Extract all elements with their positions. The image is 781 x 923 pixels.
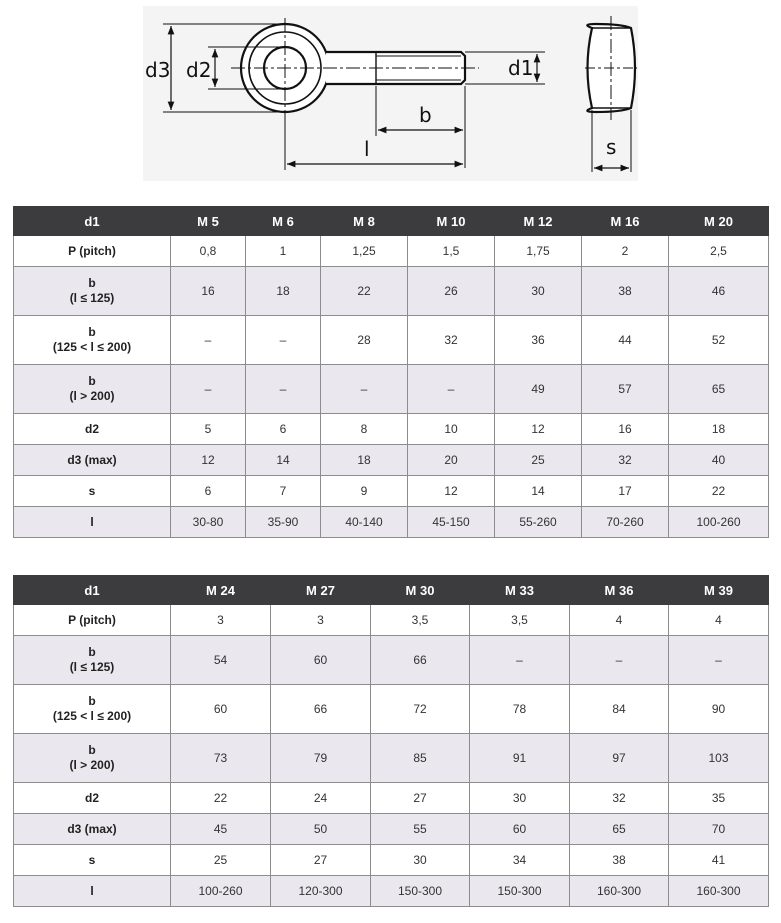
- row-label: d2: [14, 414, 171, 445]
- row-label: l: [14, 507, 171, 538]
- table-cell: 160-300: [570, 876, 669, 907]
- table-cell: 14: [495, 476, 582, 507]
- row-label-line: b: [88, 374, 96, 388]
- row-label-line: b: [88, 694, 96, 708]
- table-row-s: [14, 845, 769, 876]
- table-cell: 0,8: [171, 236, 246, 267]
- table-cell: 30-80: [171, 507, 246, 538]
- table-cell: 34: [470, 845, 570, 876]
- table-cell: 1: [246, 236, 321, 267]
- table-cell: 78: [470, 685, 570, 734]
- table-cell: 36: [495, 316, 582, 365]
- table-cell: 3,5: [371, 605, 470, 636]
- table-row-l: [14, 507, 769, 538]
- spec-table-m5-m20: [13, 206, 769, 538]
- row-label-line: (125 < l ≤ 200): [52, 709, 132, 723]
- table-cell: 1,5: [408, 236, 495, 267]
- column-header: M 6: [246, 207, 321, 236]
- b-label: b: [419, 103, 432, 127]
- row-label: l: [14, 876, 171, 907]
- table-cell: 25: [495, 445, 582, 476]
- table-cell: 20: [408, 445, 495, 476]
- d1-label: d1: [508, 56, 534, 80]
- table-cell: 65: [570, 814, 669, 845]
- column-header: M 8: [321, 207, 408, 236]
- row-label: [14, 734, 171, 783]
- table-cell: 25: [171, 845, 271, 876]
- table-cell: 5: [171, 414, 246, 445]
- row-label-line: b: [88, 276, 96, 290]
- table-cell: 14: [246, 445, 321, 476]
- row-label: P (pitch): [14, 236, 171, 267]
- table-cell: 6: [246, 414, 321, 445]
- table-cell: 40-140: [321, 507, 408, 538]
- table-cell: 17: [582, 476, 669, 507]
- row-label-line: (l ≤ 125): [69, 660, 115, 674]
- table-cell: 4: [669, 605, 769, 636]
- column-header: M 10: [408, 207, 495, 236]
- row-label: [14, 636, 171, 685]
- table-row-d2: [14, 414, 769, 445]
- table-cell: 70: [669, 814, 769, 845]
- table-cell: 4: [570, 605, 669, 636]
- table-cell: 3: [271, 605, 371, 636]
- table-cell: 28: [321, 316, 408, 365]
- table-cell: 91: [470, 734, 570, 783]
- column-header: M 24: [171, 576, 271, 605]
- table-cell: 120-300: [271, 876, 371, 907]
- table-cell: 45-150: [408, 507, 495, 538]
- table-cell: 52: [669, 316, 769, 365]
- table-header-row: [14, 207, 769, 236]
- table-cell: 30: [495, 267, 582, 316]
- d2-label: d2: [186, 58, 212, 82]
- table-cell: 26: [408, 267, 495, 316]
- table-cell: 32: [570, 783, 669, 814]
- table-cell: 66: [371, 636, 470, 685]
- table-cell: 27: [371, 783, 470, 814]
- row-label-line: (l > 200): [69, 389, 115, 403]
- table-cell: 66: [271, 685, 371, 734]
- table-cell: 79: [271, 734, 371, 783]
- table-cell: 8: [321, 414, 408, 445]
- eye-bolt-drawing: [143, 6, 638, 181]
- table-cell: 18: [246, 267, 321, 316]
- table-cell: –: [408, 365, 495, 414]
- table-cell: 60: [470, 814, 570, 845]
- row-label: d2: [14, 783, 171, 814]
- table-cell: 32: [408, 316, 495, 365]
- row-label: d3 (max): [14, 814, 171, 845]
- s-label: s: [606, 135, 617, 159]
- table-row-b-long: [14, 734, 769, 783]
- row-label-line: b: [88, 325, 96, 339]
- table-cell: 50: [271, 814, 371, 845]
- table-cell: –: [171, 365, 246, 414]
- table-cell: –: [321, 365, 408, 414]
- row-label: s: [14, 845, 171, 876]
- row-label-line: (l > 200): [69, 758, 115, 772]
- table-row-pitch: [14, 605, 769, 636]
- table-cell: –: [470, 636, 570, 685]
- column-header: M 16: [582, 207, 669, 236]
- table-cell: 35-90: [246, 507, 321, 538]
- d3-label: d3: [145, 58, 171, 82]
- header-d1: d1: [14, 576, 171, 605]
- table-cell: 57: [582, 365, 669, 414]
- table-cell: 41: [669, 845, 769, 876]
- table-cell: –: [570, 636, 669, 685]
- table-cell: 1,25: [321, 236, 408, 267]
- table-cell: 55-260: [495, 507, 582, 538]
- row-label-line: (l ≤ 125): [69, 291, 115, 305]
- table-cell: 55: [371, 814, 470, 845]
- table-cell: 9: [321, 476, 408, 507]
- table-row-b-short: [14, 636, 769, 685]
- table-cell: 12: [408, 476, 495, 507]
- table-cell: 24: [271, 783, 371, 814]
- table-cell: 40: [669, 445, 769, 476]
- table-row-pitch: [14, 236, 769, 267]
- table-cell: 22: [669, 476, 769, 507]
- table-row-b-medium: [14, 316, 769, 365]
- table-cell: 16: [582, 414, 669, 445]
- row-label-line: (125 < l ≤ 200): [52, 340, 132, 354]
- row-label: s: [14, 476, 171, 507]
- row-label: d3 (max): [14, 445, 171, 476]
- column-header: M 5: [171, 207, 246, 236]
- table-row-d2: [14, 783, 769, 814]
- table-cell: 100-260: [171, 876, 271, 907]
- column-header: M 27: [271, 576, 371, 605]
- table-cell: 12: [171, 445, 246, 476]
- table-cell: 54: [171, 636, 271, 685]
- row-label: [14, 685, 171, 734]
- table-cell: 30: [470, 783, 570, 814]
- table-cell: 97: [570, 734, 669, 783]
- table-cell: 150-300: [371, 876, 470, 907]
- table-header-row: [14, 576, 769, 605]
- table-row-s: [14, 476, 769, 507]
- table-cell: 3: [171, 605, 271, 636]
- table-cell: 6: [171, 476, 246, 507]
- table-cell: 12: [495, 414, 582, 445]
- row-label: [14, 267, 171, 316]
- table-cell: 49: [495, 365, 582, 414]
- table-cell: 7: [246, 476, 321, 507]
- table-cell: 2: [582, 236, 669, 267]
- table-cell: 22: [171, 783, 271, 814]
- table-cell: 2,5: [669, 236, 769, 267]
- table-cell: 18: [669, 414, 769, 445]
- table-cell: 1,75: [495, 236, 582, 267]
- table-cell: –: [171, 316, 246, 365]
- table-cell: 44: [582, 316, 669, 365]
- table-row-d3: [14, 814, 769, 845]
- column-header: M 36: [570, 576, 669, 605]
- table-cell: 72: [371, 685, 470, 734]
- table-row-b-long: [14, 365, 769, 414]
- table-row-b-medium: [14, 685, 769, 734]
- table-cell: 160-300: [669, 876, 769, 907]
- table-cell: 60: [171, 685, 271, 734]
- row-label: P (pitch): [14, 605, 171, 636]
- l-label: l: [364, 137, 370, 161]
- table-row-b-short: [14, 267, 769, 316]
- table-cell: 38: [570, 845, 669, 876]
- table-cell: 46: [669, 267, 769, 316]
- table-cell: 65: [669, 365, 769, 414]
- table-cell: 38: [582, 267, 669, 316]
- table-cell: 16: [171, 267, 246, 316]
- table-cell: 22: [321, 267, 408, 316]
- spec-table-m24-m39: [13, 575, 769, 907]
- table-cell: 45: [171, 814, 271, 845]
- table-cell: 3,5: [470, 605, 570, 636]
- table-cell: 60: [271, 636, 371, 685]
- table-cell: –: [246, 316, 321, 365]
- row-label-line: b: [88, 645, 96, 659]
- table-cell: 27: [271, 845, 371, 876]
- column-header: M 39: [669, 576, 769, 605]
- row-label-line: b: [88, 743, 96, 757]
- column-header: M 30: [371, 576, 470, 605]
- table-cell: 70-260: [582, 507, 669, 538]
- table-cell: 35: [669, 783, 769, 814]
- table-row-d3: [14, 445, 769, 476]
- table-cell: 100-260: [669, 507, 769, 538]
- table-cell: 103: [669, 734, 769, 783]
- table-cell: 150-300: [470, 876, 570, 907]
- table-cell: 84: [570, 685, 669, 734]
- table-cell: 30: [371, 845, 470, 876]
- table-row-l: [14, 876, 769, 907]
- table-cell: 90: [669, 685, 769, 734]
- table-cell: 18: [321, 445, 408, 476]
- row-label: [14, 365, 171, 414]
- column-header: M 12: [495, 207, 582, 236]
- column-header: M 33: [470, 576, 570, 605]
- table-cell: 73: [171, 734, 271, 783]
- table-cell: 85: [371, 734, 470, 783]
- column-header: M 20: [669, 207, 769, 236]
- table-cell: –: [246, 365, 321, 414]
- table-cell: –: [669, 636, 769, 685]
- row-label: [14, 316, 171, 365]
- header-d1: d1: [14, 207, 171, 236]
- table-cell: 10: [408, 414, 495, 445]
- table-cell: 32: [582, 445, 669, 476]
